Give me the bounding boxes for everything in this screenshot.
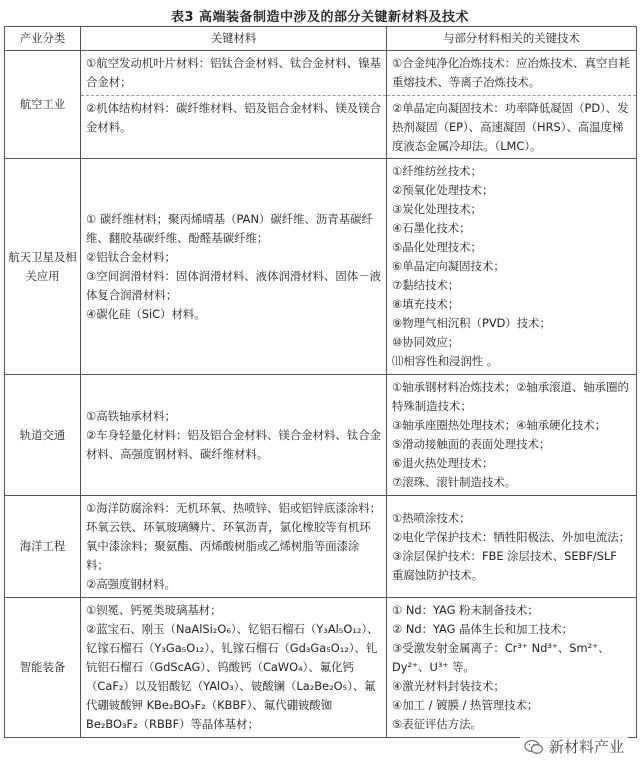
tech-item: ① Nd：YAG 粉末制备技术；	[392, 603, 539, 617]
tech-item: ④石墨化技术；	[392, 221, 471, 235]
techs-block	[387, 96, 636, 158]
material-item: ④碳化硅（SiC）材料。	[86, 306, 206, 321]
tech-item: ⑾相容性和浸润性 。	[392, 354, 499, 368]
materials-table	[4, 26, 637, 738]
techs-block	[387, 506, 636, 588]
material-item: ①航空发动机叶片材料：铝钛合金材料、钛合金材料、镍基合金材；	[86, 56, 381, 89]
tech-item: ①轴承钢材料冶炼技术；②轴承滚道、轴承圈的特殊制造技术；	[392, 380, 629, 413]
tech-item: ①热喷涂技术；	[392, 510, 471, 525]
materials-cell	[81, 375, 387, 496]
techs-cell	[387, 159, 637, 375]
tech-item: ③炭化处理技术；	[392, 202, 482, 216]
material-item: ①海洋防腐涂料：无机环氧、热喷锌、铝或铝锌底漆涂料；环氧云铁、环氧玻璃鳞片、环氧沥青，氯化橡胶等有机环氧中漆涂料；聚氨酯、丙烯酸树脂或乙烯树脂等面漆涂料；	[86, 501, 381, 572]
material-item: ②机体结构材料：碳纤维材料、铝及铝合金材料、镁及镁合金材料。	[86, 101, 381, 134]
category-cell: 航空工业	[5, 51, 81, 159]
tech-item: ⑧填充技术；	[392, 297, 460, 311]
table-row	[5, 375, 637, 496]
tech-item: ⑦滚珠、滚针制造技术。	[392, 475, 517, 489]
tech-item: ⑤表征评估方法。	[392, 717, 482, 731]
tech-item: ②电化学保护技术：牺牲阳极法、外加电流法；	[392, 529, 631, 544]
tech-item: ⑥退火热处理技术；	[392, 456, 494, 470]
tech-item: ⑦黏结技术；	[392, 278, 460, 292]
tech-item: ⑨物理气相沉积（PVD）技术；	[392, 316, 551, 330]
materials-block	[81, 496, 386, 597]
category-cell: 航天卫星及相关应用	[5, 159, 81, 375]
material-item: ③空间润滑材料：固体润滑材料、液体润滑材料、固体－液体复合润滑材料；	[86, 268, 381, 302]
material-item: ①高铁轴承材料；	[86, 408, 176, 423]
wechat-icon	[524, 739, 544, 755]
materials-block	[81, 51, 386, 96]
tech-item: ③受激发射金属离子：Cr³⁺ Nd³⁺、Sm²⁺、Dy²⁺、U³⁺ 等。	[392, 641, 610, 674]
tech-item: ⑩协同效应；	[392, 335, 460, 349]
material-item: ②蓝宝石、刚玉（NaAlSi₂O₆）、钇铝石榴石（Y₃Al₅O₁₂）、钇镓石榴石（Y₃Ga₅O₁₂）、钆镓石榴石（Gd₃Ga₅O₁₂）、钆钪铝石榴石（GdScAG）、钨酸钙（CaWO₄）、氟化钙（CaF₂）以及铝酸钇（YAlO₃）、铍酸镧（La₂Be₂O₅）、氟代硼铍酸钾 KBe₂BO₃F₂（KBBF）、氟代硼铍酸铷 Be₂BO₃F₂（RBBF）等晶体基材；	[86, 622, 379, 731]
tech-item: ③轴承座圈热处理技术；④轴承硬化技术；	[392, 418, 607, 432]
tech-item: ⑤滑动接触面的表面处理技术；	[392, 437, 551, 451]
tech-item: ② Nd：YAG 晶体生长和加工技术；	[392, 622, 573, 636]
table-row	[5, 496, 637, 598]
techs-block	[387, 375, 636, 495]
materials-block	[81, 598, 386, 737]
tech-item: ②预氧化处理技术；	[392, 183, 494, 197]
tech-item: ⑤晶化处理技术；	[392, 240, 482, 254]
techs-cell	[387, 598, 637, 738]
materials-block	[81, 207, 386, 327]
material-item: ②铝钛合金材料；	[86, 249, 176, 264]
table-header-row	[5, 27, 637, 51]
material-item: ②高强度钢材料。	[86, 577, 176, 591]
watermark-text: 新材料产业	[548, 738, 624, 756]
category-cell: 轨道交通	[5, 375, 81, 496]
watermark	[520, 735, 628, 758]
tech-item: ①纤维纺丝技术；	[392, 164, 482, 178]
materials-block	[81, 404, 386, 467]
materials-cell	[81, 598, 387, 738]
material-item: ②车身轻量化材料：铝及铝合金材料、镁合金材料、钛合金材料、高强度钢材料、碳纤维材料。	[86, 427, 381, 461]
tech-item: ①合金纯净化冶炼技术：应冶炼技术、真空自耗重熔技术、等离子冶炼技术。	[392, 56, 631, 89]
category-cell: 智能装备	[5, 598, 81, 738]
header-materials: 关键材料	[81, 27, 387, 51]
table-row	[5, 159, 637, 375]
table-title: 表3 高端装备制造中涉及的部分关键新材料及技术	[170, 10, 470, 25]
materials-cell	[81, 159, 387, 375]
materials-cell	[81, 51, 387, 159]
header-techs: 与部分材料相关的关键技术	[387, 27, 637, 51]
tech-item: ②单晶定向凝固技术：功率降低凝固（PD）、发热剂凝固（EP）、高速凝固（HRS）、高温度梯度液态金属冷却法。（LMC）。	[392, 101, 629, 153]
tech-item: ⑥单晶定向凝固技术；	[392, 259, 505, 273]
category-cell: 海洋工程	[5, 496, 81, 598]
header-category: 产业分类	[5, 27, 81, 51]
materials-block	[81, 96, 386, 158]
table-row	[5, 51, 637, 159]
tech-item: ③涂层保护技术：FBE 涂层技术、SEBF/SLF 重腐蚀防护技术。	[392, 548, 617, 582]
tech-item: ④加工 / 镀膜 / 热管理技术；	[392, 698, 539, 712]
techs-cell	[387, 51, 637, 159]
techs-block	[387, 598, 636, 737]
techs-block	[387, 51, 636, 96]
techs-block	[387, 159, 636, 374]
material-item: ①钡冕、钙冕类玻璃基材；	[86, 603, 222, 617]
tech-item: ④激光材料封装技术；	[392, 679, 505, 693]
techs-cell	[387, 375, 637, 496]
material-item: ① 碳纤维材料；聚丙烯晴基（PAN）碳纤维、沥青基碳纤维、翻胶基碳纤维、酚醛基碳纤维；	[86, 211, 373, 245]
materials-cell	[81, 496, 387, 598]
techs-cell	[387, 496, 637, 598]
table-row	[5, 598, 637, 738]
